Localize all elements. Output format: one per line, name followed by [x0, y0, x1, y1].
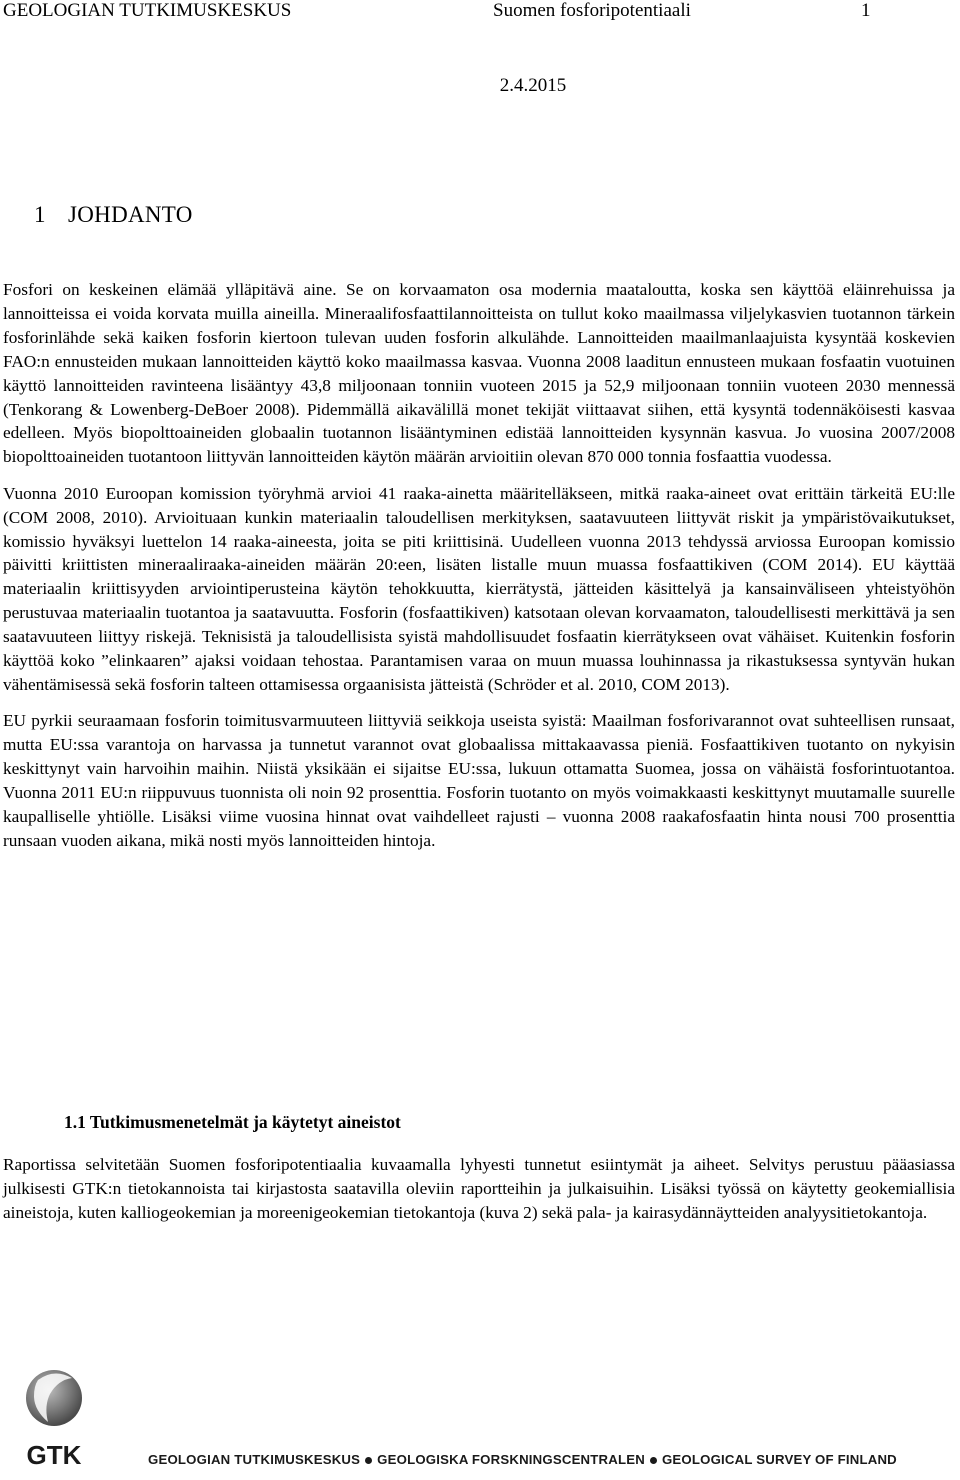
header-title: Suomen fosforipotentiaali [493, 0, 691, 21]
section-heading [34, 202, 193, 228]
gtk-logo [24, 1360, 84, 1470]
section-number: 1 [34, 202, 46, 227]
footer-separator-dot [650, 1457, 657, 1464]
section-title: JOHDANTO [68, 202, 193, 227]
paragraph: Raportissa selvitetään Suomen fosforipotentiaalia kuvaamalla lyhyesti tunnetut esiintymät ja aiheet. Selvitys perustuu pääasiassa julkisesti GTK:n tietokannoista tai kirjastosta saatavilla oleviin raportteihin ja julkaisuihin. Lisäksi työssä on käytetty geokemiallisia aineistoja, kuten kalliogeokemian ja moreenigeokemian tietokantoja (kuva 2) sekä pala- ja kairasydännäytteiden analyysitietokantoja. [3, 1155, 955, 1222]
footer-org-en: GEOLOGICAL SURVEY OF FINLAND [661, 1452, 897, 1467]
header-date: 2.4.2015 [499, 75, 567, 96]
footer-org-sv: GEOLOGISKA FORSKNINGSCENTRALEN [377, 1452, 645, 1467]
footer-organization-names [148, 1452, 897, 1467]
gtk-logo-text: GTK [26, 1440, 82, 1470]
paragraph: Fosfori on keskeinen elämää ylläpitävä aine. Se on korvaamaton osa modernia maataloutta, koska sen käyttöä eläinrehuissa ja lannoitteissa ei voida korvata muilla aineilla. Mineraalifosfaattilannoitteista on tullut koko maailmassa viljelykasvien tuotannon tärkein fosforinlähde sekä kaiken fosforin kiertoon tulevan uuden fosforin alkulähde. Lannoitteiden maailmanlaajuista kysyntää koskevien FAO:n ennusteiden mukaan lannoitteiden käyttö koko maailmassa kasvaa. Vuonna 2008 laaditun ennusteen mukaan fosfaatin vuotuinen käyttö lannoitteiden ravinteena lisääntyy 43,8 miljoonaan tonniin vuoteen 2015 ja 52,9 miljoonaan tonniin vuoteen 2030 mennessä (Tenkorang & Lowenberg-DeBoer 2008). Pidemmällä aikavälillä monet tekijät viittaavat siihen, että kysyntä todennäköisesti kasvaa edelleen. Myös biopolttoaineiden globaalin tuotannon lisääntyminen edistää lannoitteiden kysynnän kasvua. Jo vuosina 2007/2008 biopolttoaineiden tuotantoon liittyvän lannoitteiden käytön määrän arvioitiin olevan 870 000 tonnia fosfaattia vuodessa. [3, 280, 955, 467]
section-body [3, 278, 955, 865]
header-organization: GEOLOGIAN TUTKIMUSKESKUS [3, 0, 292, 21]
page-header [0, 0, 960, 30]
header-page-number: 1 [861, 0, 871, 21]
paragraph: EU pyrkii seuraamaan fosforin toimitusvarmuuteen liittyviä seikkoja useista syistä: Maailman fosforivarannot ovat suhteellisen runsaat, mutta EU:ssa varantoja on harvassa ja tunnetut varannot ovat globaalissa mittakaavassa pieniä. Fosfaattikiven tuotanto on nykyisin keskittynyt vain harvoihin maihin. Niistä yksikään ei sijaitse EU:ssa, lukuun ottamatta Suomea, jossa on vähäistä fosforintuotantoa. Vuonna 2011 EU:n riippuvuus tuonnista oli noin 92 prosenttia. Fosforin tuotanto on myös voimakkaasti keskittynyt muutamalle suurelle kaupalliselle yhtiölle. Lisäksi viime vuosina hinnat ovat vaihdelleet rajusti – vuonna 2008 raakafosfaatin hinta nousi 700 prosenttia runsaan vuoden aikana, mikä nosti myös lannoitteiden hintoja. [3, 711, 955, 850]
subsection-body [3, 1153, 955, 1225]
subsection-heading: 1.1 Tutkimusmenetelmät ja käytetyt aineistot [64, 1112, 401, 1132]
paragraph: Vuonna 2010 Euroopan komission työryhmä arvioi 41 raaka-ainetta määritelläkseen, mitkä raaka-aineet ovat erittäin tärkeitä EU:lle (COM 2008, 2010). Arvioituaan kunkin materiaalin taloudellisen merkityksen, saatavuuteen liittyvät riskit ja ympäristövaikutukset, komissio hyväksyi luettelon 14 raaka-aineesta, joita se piti kriittisinä. Uudelleen vuonna 2013 tehdyssä arviossa Euroopan komissio päivitti kriittisten mineraaliraaka-aineiden määrän 20:een, lisäten listalle muun muassa fosfaattikiven (COM 2014). EU käyttää materiaalin kriittisyyden arviointiperusteina käytön tehokkuutta, kierrätystä, jätteiden käsittelyä ja kansainväliseen yhteistyöhön perustuvaa materiaalin tuotantoa ja saatavuutta. Fosforin (fosfaattikiven) katsotaan olevan korvaamaton, taloudellisesti merkittävä ja sen saatavuuteen liittyy riskejä. Teknisistä ja taloudellisista syistä mahdollisuudet fosfaatin kierrätykseen ovat vähäiset. Kuitenkin fosforin käyttöä koko ”elinkaaren” ajaksi voidaan tehostaa. Parantamisen varaa on muun muassa louhinnassa ja rikastuksessa syntyvän hukan vähentämisessä sekä fosforin talteen ottamisessa orgaanisista jätteistä (Schröder et al. 2010, COM 2013). [3, 483, 955, 694]
footer-separator-dot [365, 1457, 372, 1464]
footer-org-fi: GEOLOGIAN TUTKIMUSKESKUS [148, 1452, 361, 1467]
